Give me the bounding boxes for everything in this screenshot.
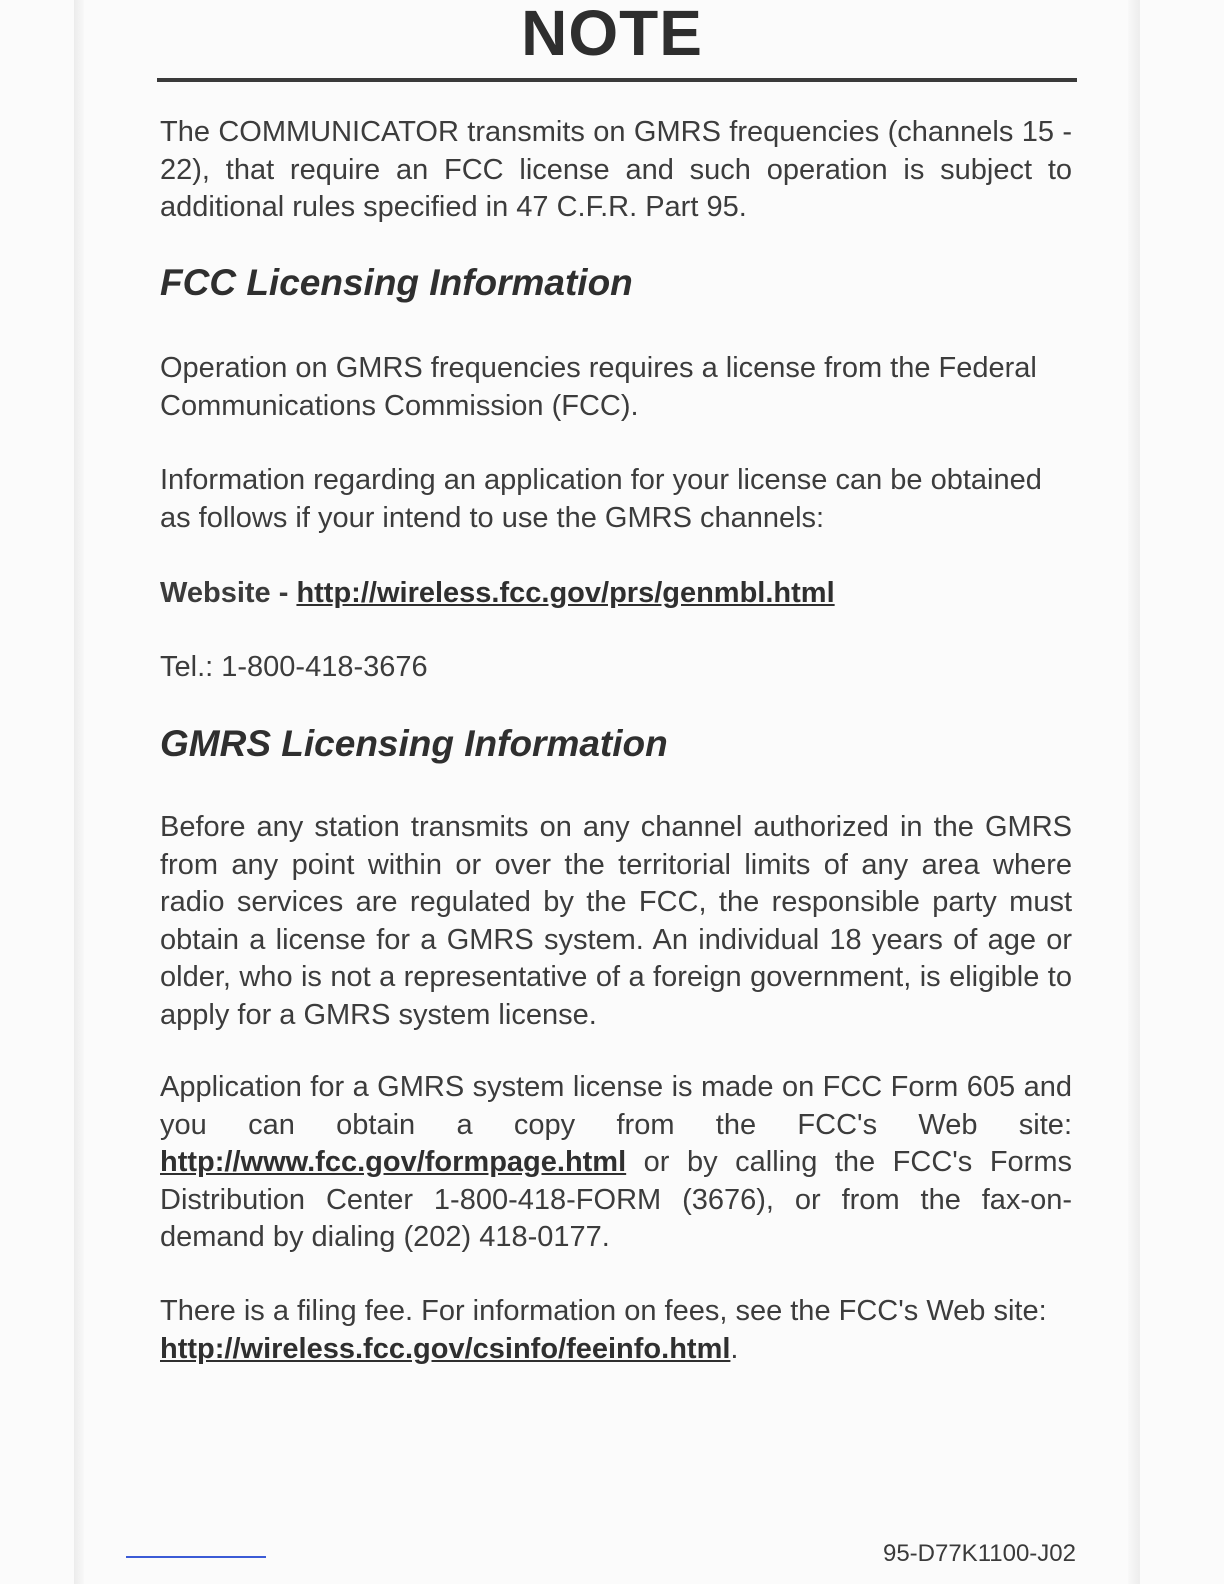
fcc-licensing-heading: FCC Licensing Information [160, 262, 633, 303]
footer-blue-rule [126, 1556, 266, 1558]
document-code: 95-D77K1100-J02 [882, 1540, 1076, 1567]
gmrs-paragraph-1: Before any station transmits on any channel authorized in the GMRS from any point within or over the territorial limits of any area where radio services are regulated by the FCC, the responsible party must obtain a license for a GMRS system. An individual 18 years of age or older, who is not a representative of a foreign government, is eligible to apply for a GMRS system license. [160, 811, 1072, 1031]
gmrs-paragraph-2-text-end: or by calling the FCC's Forms Distribution Center 1-800-418-FORM (3676), or from the fax-on-demand by dialing (202) 418-0177. [160, 1146, 1072, 1253]
fcc-paragraph-2: Information regarding an application for your license can be obtained as follows if your intend to use the GMRS channels: [160, 464, 1042, 534]
intro-paragraph: The COMMUNICATOR transmits on GMRS frequencies (channels 15 - 22), that require an FCC license and such operation is subject to additional rules specified in 47 C.F.R. Part 95. [160, 116, 1072, 223]
gmrs-paragraph-2-text-start: Application for a GMRS system license is made on FCC Form 605 and you can obtain a copy from the FCC's Web site: [160, 1071, 1072, 1141]
gmrs-paragraph-3 [160, 1293, 1072, 1368]
website-line [160, 575, 1072, 613]
gmrs-paragraph-3-period: . [730, 1332, 739, 1365]
gmrs-paragraph-3-text: There is a filing fee. For information on fees, see the FCC's Web site: [160, 1295, 1047, 1327]
fcc-feeinfo-link[interactable]: http://wireless.fcc.gov/csinfo/feeinfo.html [160, 1332, 731, 1365]
telephone-line: Tel.: 1-800-418-3676 [160, 651, 428, 683]
page-edge-left [74, 0, 84, 1584]
page-edge-right [1128, 0, 1140, 1584]
fcc-formpage-link[interactable]: http://www.fcc.gov/formpage.html [160, 1146, 627, 1178]
fcc-paragraph-1: Operation on GMRS frequencies requires a license from the Federal Communications Commission (FCC). [160, 352, 1037, 422]
gmrs-paragraph-2 [160, 1069, 1072, 1257]
fcc-genmbl-link[interactable]: http://wireless.fcc.gov/prs/genmbl.html [296, 577, 835, 609]
page-title: NOTE [521, 0, 703, 69]
title-divider [157, 78, 1077, 82]
website-label: Website - [160, 577, 297, 609]
gmrs-licensing-heading: GMRS Licensing Information [160, 723, 668, 764]
